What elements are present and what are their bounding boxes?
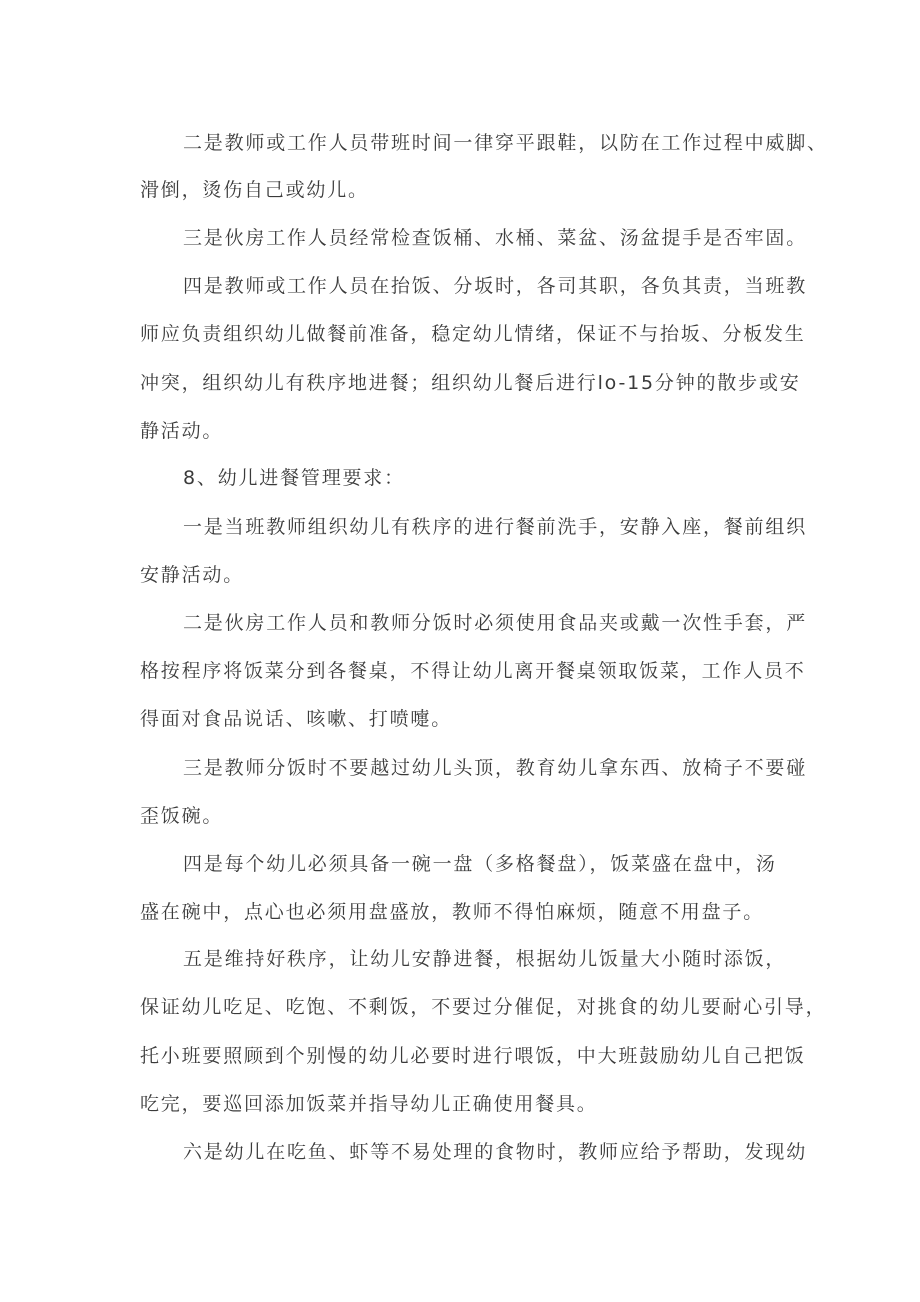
section-heading: 8、幼儿进餐管理要求： [183, 467, 405, 489]
paragraph-line: 三是伙房工作人员经常检查饭桶、水桶、菜盆、汤盆提手是否牢固。 [183, 227, 808, 249]
paragraph-line: 五是维持好秩序，让幼儿安静进餐，根据幼儿饭量大小随时添饭， [183, 948, 787, 970]
paragraph-line: 托小班要照顾到个别慢的幼儿必要时进行喂饭，中大班鼓励幼儿自己把饭 [140, 1045, 806, 1067]
paragraph-line: 三是教师分饭时不要越过幼儿头顶，教育幼儿拿东西、放椅子不要碰 [183, 757, 808, 779]
paragraph-line: 冲突，组织幼儿有秩序地进餐；组织幼儿餐后进行lo-15分钟的散步或安 [140, 372, 801, 394]
paragraph-line: 格按程序将饭菜分到各餐桌，不得让幼儿离开餐桌领取饭菜，工作人员不 [140, 660, 806, 682]
paragraph-line: 盛在碗中，点心也必须用盘盛放，教师不得怕麻烦，随意不用盘子。 [140, 901, 765, 923]
paragraph-line: 四是教师或工作人员在抬饭、分坂时，各司其职，各负其责，当班教 [183, 275, 808, 297]
paragraph-line: 二是伙房工作人员和教师分饭时必须使用食品夹或戴一次性手套，严 [183, 612, 808, 634]
paragraph-line: 一是当班教师组织幼儿有秩序的进行餐前洗手，安静入座，餐前组织 [183, 516, 808, 538]
paragraph-line: 得面对食品说话、咳嗽、打喷嚏。 [140, 708, 453, 730]
paragraph-line: 滑倒，烫伤自己或幼儿。 [140, 179, 369, 201]
paragraph-line: 吃完，要巡回添加饭菜并指导幼儿正确使用餐具。 [140, 1093, 598, 1115]
paragraph-line: 保证幼儿吃足、吃饱、不剩饭，不要过分催促，对挑食的幼儿要耐心引导， [140, 996, 827, 1018]
paragraph-line: 二是教师或工作人员带班时间一律穿平跟鞋，以防在工作过程中威脚、 [183, 132, 828, 154]
paragraph-line: 四是每个幼儿必须具备一碗一盘（多格餐盘），饭菜盛在盘中，汤 [183, 853, 777, 875]
paragraph-line: 安静活动。 [140, 564, 245, 586]
paragraph-line: 静活动。 [140, 420, 224, 442]
paragraph-line: 师应负责组织幼儿做餐前准备，稳定幼儿情绪，保证不与抬坂、分板发生 [140, 323, 806, 345]
paragraph-line: 六是幼儿在吃鱼、虾等不易处理的食物时，教师应给予帮助，发现幼 [183, 1141, 808, 1163]
paragraph-line: 歪饭碗。 [140, 805, 224, 827]
